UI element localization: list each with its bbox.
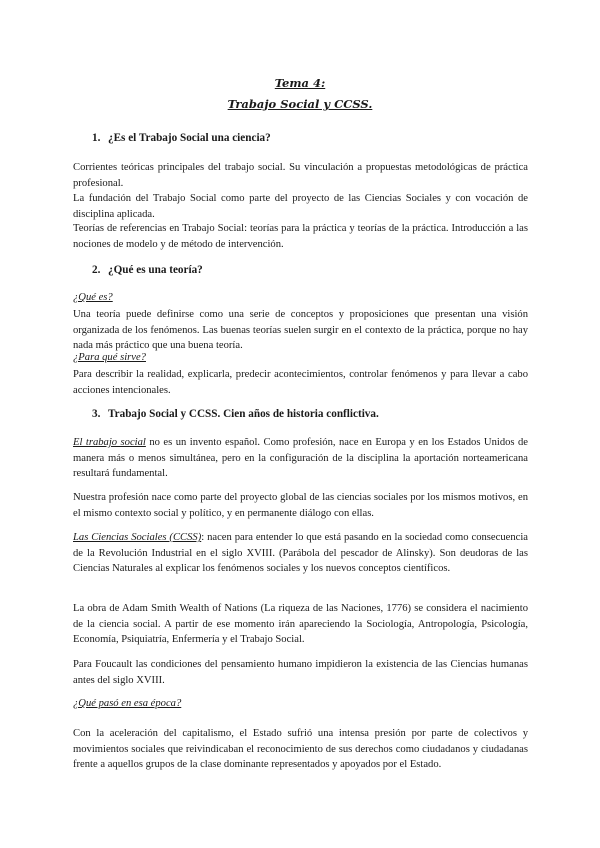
page-title: Trabajo Social y CCSS. — [227, 97, 373, 111]
section-title: ¿Qué es una teoría? — [108, 264, 203, 276]
section-1-heading — [92, 132, 271, 144]
paragraph: Teorías de referencias en Trabajo Social: teorías para la práctica y teorías de la práctica. Introducción a las nociones de modelo y de método de intervención. — [73, 223, 528, 250]
paragraph: Para Foucault las condiciones del pensamiento humano impidieron la existencia de las Ciencias humanas antes del siglo XVIII. — [73, 659, 528, 686]
paragraph: Corrientes teóricas principales del trabajo social. Su vinculación a propuestas metodológicas de práctica profesional. — [73, 162, 528, 189]
paragraph: Una teoría puede definirse como una serie de conceptos y proposiciones que presentan una visión organizada de los fenómenos. Las buenas teorías suelen surgir en el contexto de la práctica, porque no hay nada más práctico que una buena teoría. — [73, 309, 528, 352]
paragraph: Para describir la realidad, explicarla, predecir acontecimientos, controlar fenómenos y para llevar a cabo acciones intencionales. — [73, 369, 528, 396]
subheading-what-for: ¿Para qué sirve? — [73, 352, 146, 363]
section-number: 2. — [92, 264, 101, 276]
emphasized-term: El trabajo social — [73, 437, 146, 448]
subheading-what-happened: ¿Qué pasó en esa época? — [73, 698, 182, 709]
paragraph: La fundación del Trabajo Social como parte del proyecto de las Ciencias Sociales y con vocación de disciplina aplicada. — [73, 193, 528, 220]
section-number: 1. — [92, 132, 101, 144]
paragraph: El trabajo social no es un invento español. Como profesión, nace en Europa y en los Estados Unidos de manera más o menos simultánea, pero en la configuración de la disciplina la aportación norteamericana resultará fundamental. — [73, 437, 529, 480]
paragraph: Las Ciencias Sociales (CCSS): nacen para entender lo que está pasando en la sociedad como consecuencia de la Revolución Industrial en el siglo XVIII. (Parábola del pescador de Alinsky). Son deudoras de las Ciencias Naturales al explicar los fenómenos sociales y los nuevos conceptos científicos. — [73, 532, 528, 575]
paragraph: Con la aceleración del capitalismo, el Estado sufrió una intensa presión por parte de colectivos y movimientos sociales que reivindicaban el reconocimiento de sus derechos como ciudadanos y ciudadanas frente a aquellos grupos de la clase dominante representados y apoyados por el Estado. — [73, 728, 528, 771]
section-title: ¿Es el Trabajo Social una ciencia? — [108, 132, 271, 144]
paragraph: Nuestra profesión nace como parte del proyecto global de las ciencias sociales por los mismos motivos, en el mismo contexto social y político, y en permanente diálogo con ellas. — [73, 492, 528, 519]
section-number: 3. — [92, 408, 101, 420]
emphasized-term: Las Ciencias Sociales (CCSS) — [73, 532, 202, 543]
subheading-what-is: ¿Qué es? — [73, 292, 113, 303]
paragraph: La obra de Adam Smith Wealth of Nations (La riqueza de las Naciones, 1776) se considera el nacimiento de la ciencia social. A partir de ese momento irán apareciendo la Sociología, Antropología, Psicología, Economía, Psiquiatría, Enfermería y el Trabajo Social. — [73, 603, 528, 646]
section-2-heading — [92, 264, 203, 276]
section-3-heading — [92, 408, 379, 420]
section-title: Trabajo Social y CCSS. Cien años de historia conflictiva. — [108, 408, 379, 420]
topic-label: Tema 4: — [274, 76, 326, 90]
